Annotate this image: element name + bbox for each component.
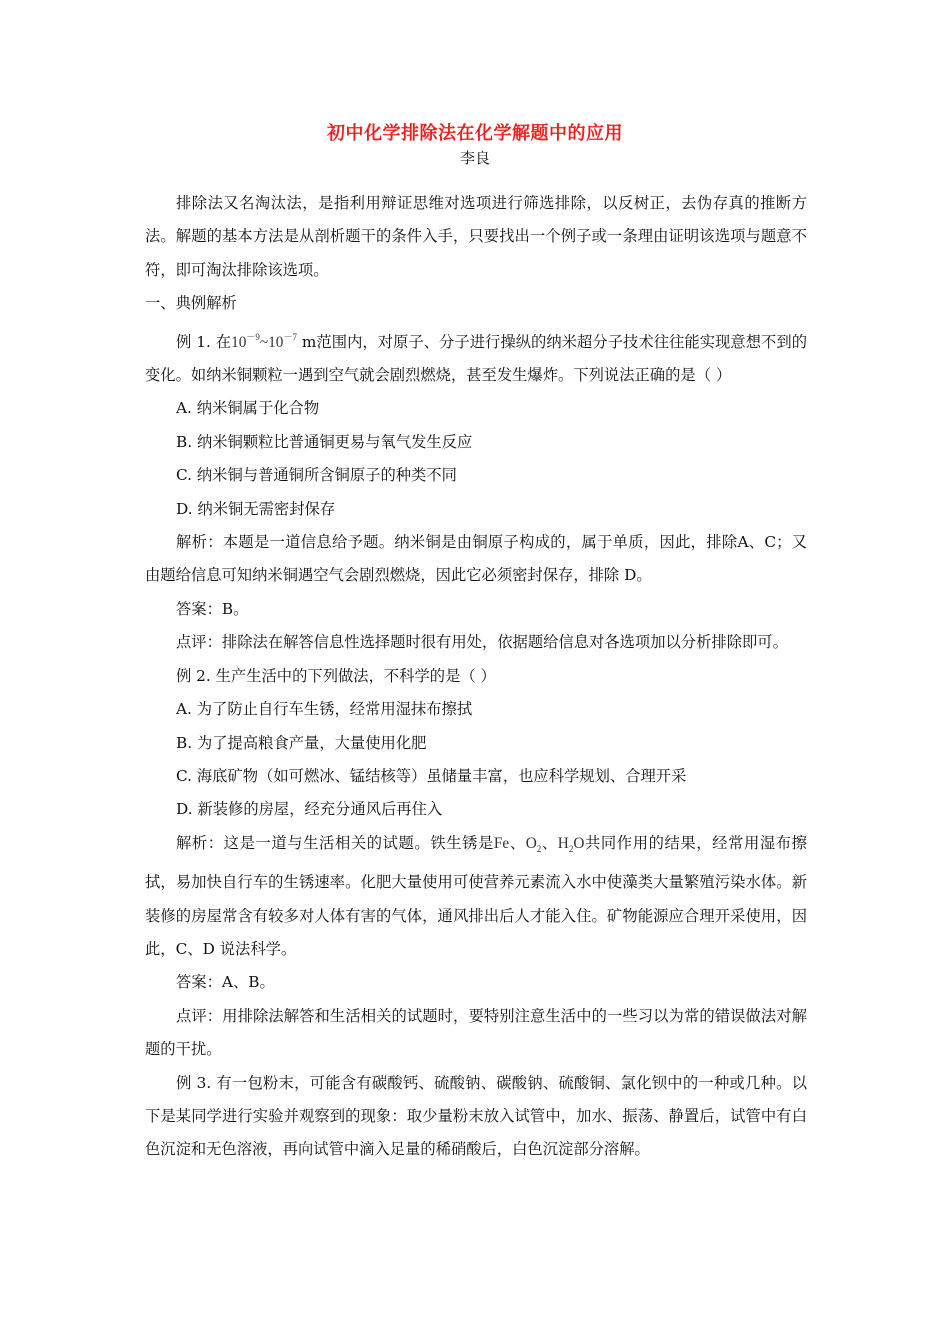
example-1-option: D. 纳米铜无需密封保存 <box>176 499 336 518</box>
example-1-answer: 答案：B。 <box>176 599 249 618</box>
example-1-option: B. 纳米铜颗粒比普通铜更易与氧气发生反应 <box>176 432 473 451</box>
example-2-analysis: 解析：这是一道与生活相关的试题。铁生锈是Fe、$O_2$、$H_2O$共同作用的结果，经常用湿布擦拭，易加快自行车的生锈速率。化肥大量使用可使营养元素流入水中使藻类大量繁殖污染水体。新装修的房屋常含有较多对人体有害的气体，通风排出后人才能入住。矿物能源应合理开采使用，因此，C、D 说法科学。 <box>145 833 807 958</box>
example-2-option: C. 海底矿物（如可燃冰、锰结核等）虽储量丰富，也应科学规划、合理开采 <box>176 766 687 785</box>
example-1-comment: 点评：排除法在解答信息性选择题时很有用处，依据题给信息对各选项加以分析排除即可。 <box>176 633 788 652</box>
intro-paragraph: 排除法又名淘汰法，是指利用辩证思维对选项进行筛选排除，以反树正，去伪存真的推断方法。解题的基本方法是从剖析题干的条件入手，只要找出一个例子或一条理由证明该选项与题意不符，即可淘汰排除该选项。 <box>145 194 807 279</box>
example-2-option: B. 为了提高粮食产量，大量使用化肥 <box>176 733 427 752</box>
example-2-comment: 点评：用排除法解答和生活相关的试题时，要特别注意生活中的一些习以为常的错误做法对解题的干扰。 <box>145 1006 807 1059</box>
example-1-option: C. 纳米铜与普通铜所含铜原子的种类不同 <box>176 466 457 485</box>
example-2-answer: 答案：A、B。 <box>176 973 275 992</box>
example-2-option: D. 新装修的房屋，经充分通风后再住入 <box>176 800 443 819</box>
document-author: 李良 <box>459 149 490 167</box>
example-1-question: 例 1. 在$10^{-9}\sim 10^{-7}$ m范围内，对原子、分子进行操纵的纳米超分子技术往往能实现意想不到的变化。如纳米铜颗粒一遇到空气就会剧烈燃烧，甚至发生爆炸。下列说法正确的是（ ） <box>145 331 807 385</box>
section-heading: 一、典例解析 <box>145 294 237 313</box>
example-1-option: A. 纳米铜属于化合物 <box>176 399 320 418</box>
example-2-option: A. 为了防止自行车生锈，经常用湿抹布擦拭 <box>176 700 473 719</box>
document-body <box>145 187 807 1167</box>
example-1-analysis: 解析：本题是一道信息给予题。纳米铜是由铜原子构成的，属于单质，因此，排除A、C；又由题给信息可知纳米铜遇空气会剧烈燃烧，因此它必须密封保存，排除 D。 <box>145 533 807 585</box>
example-2-question: 例 2. 生产生活中的下列做法，不科学的是（ ） <box>176 666 496 685</box>
document-title: 初中化学排除法在化学解题中的应用 <box>327 123 623 144</box>
example-3-question: 例 3. 有一包粉末，可能含有碳酸钙、硫酸钠、碳酸钠、硫酸铜、氯化钡中的一种或几种。以下是某同学进行实验并观察到的现象：取少量粉末放入试管中，加水、振荡、静置后，试管中有白色沉淀和无色溶液，再向试管中滴入足量的稀硝酸后，白色沉淀部分溶解。 <box>145 1073 807 1159</box>
